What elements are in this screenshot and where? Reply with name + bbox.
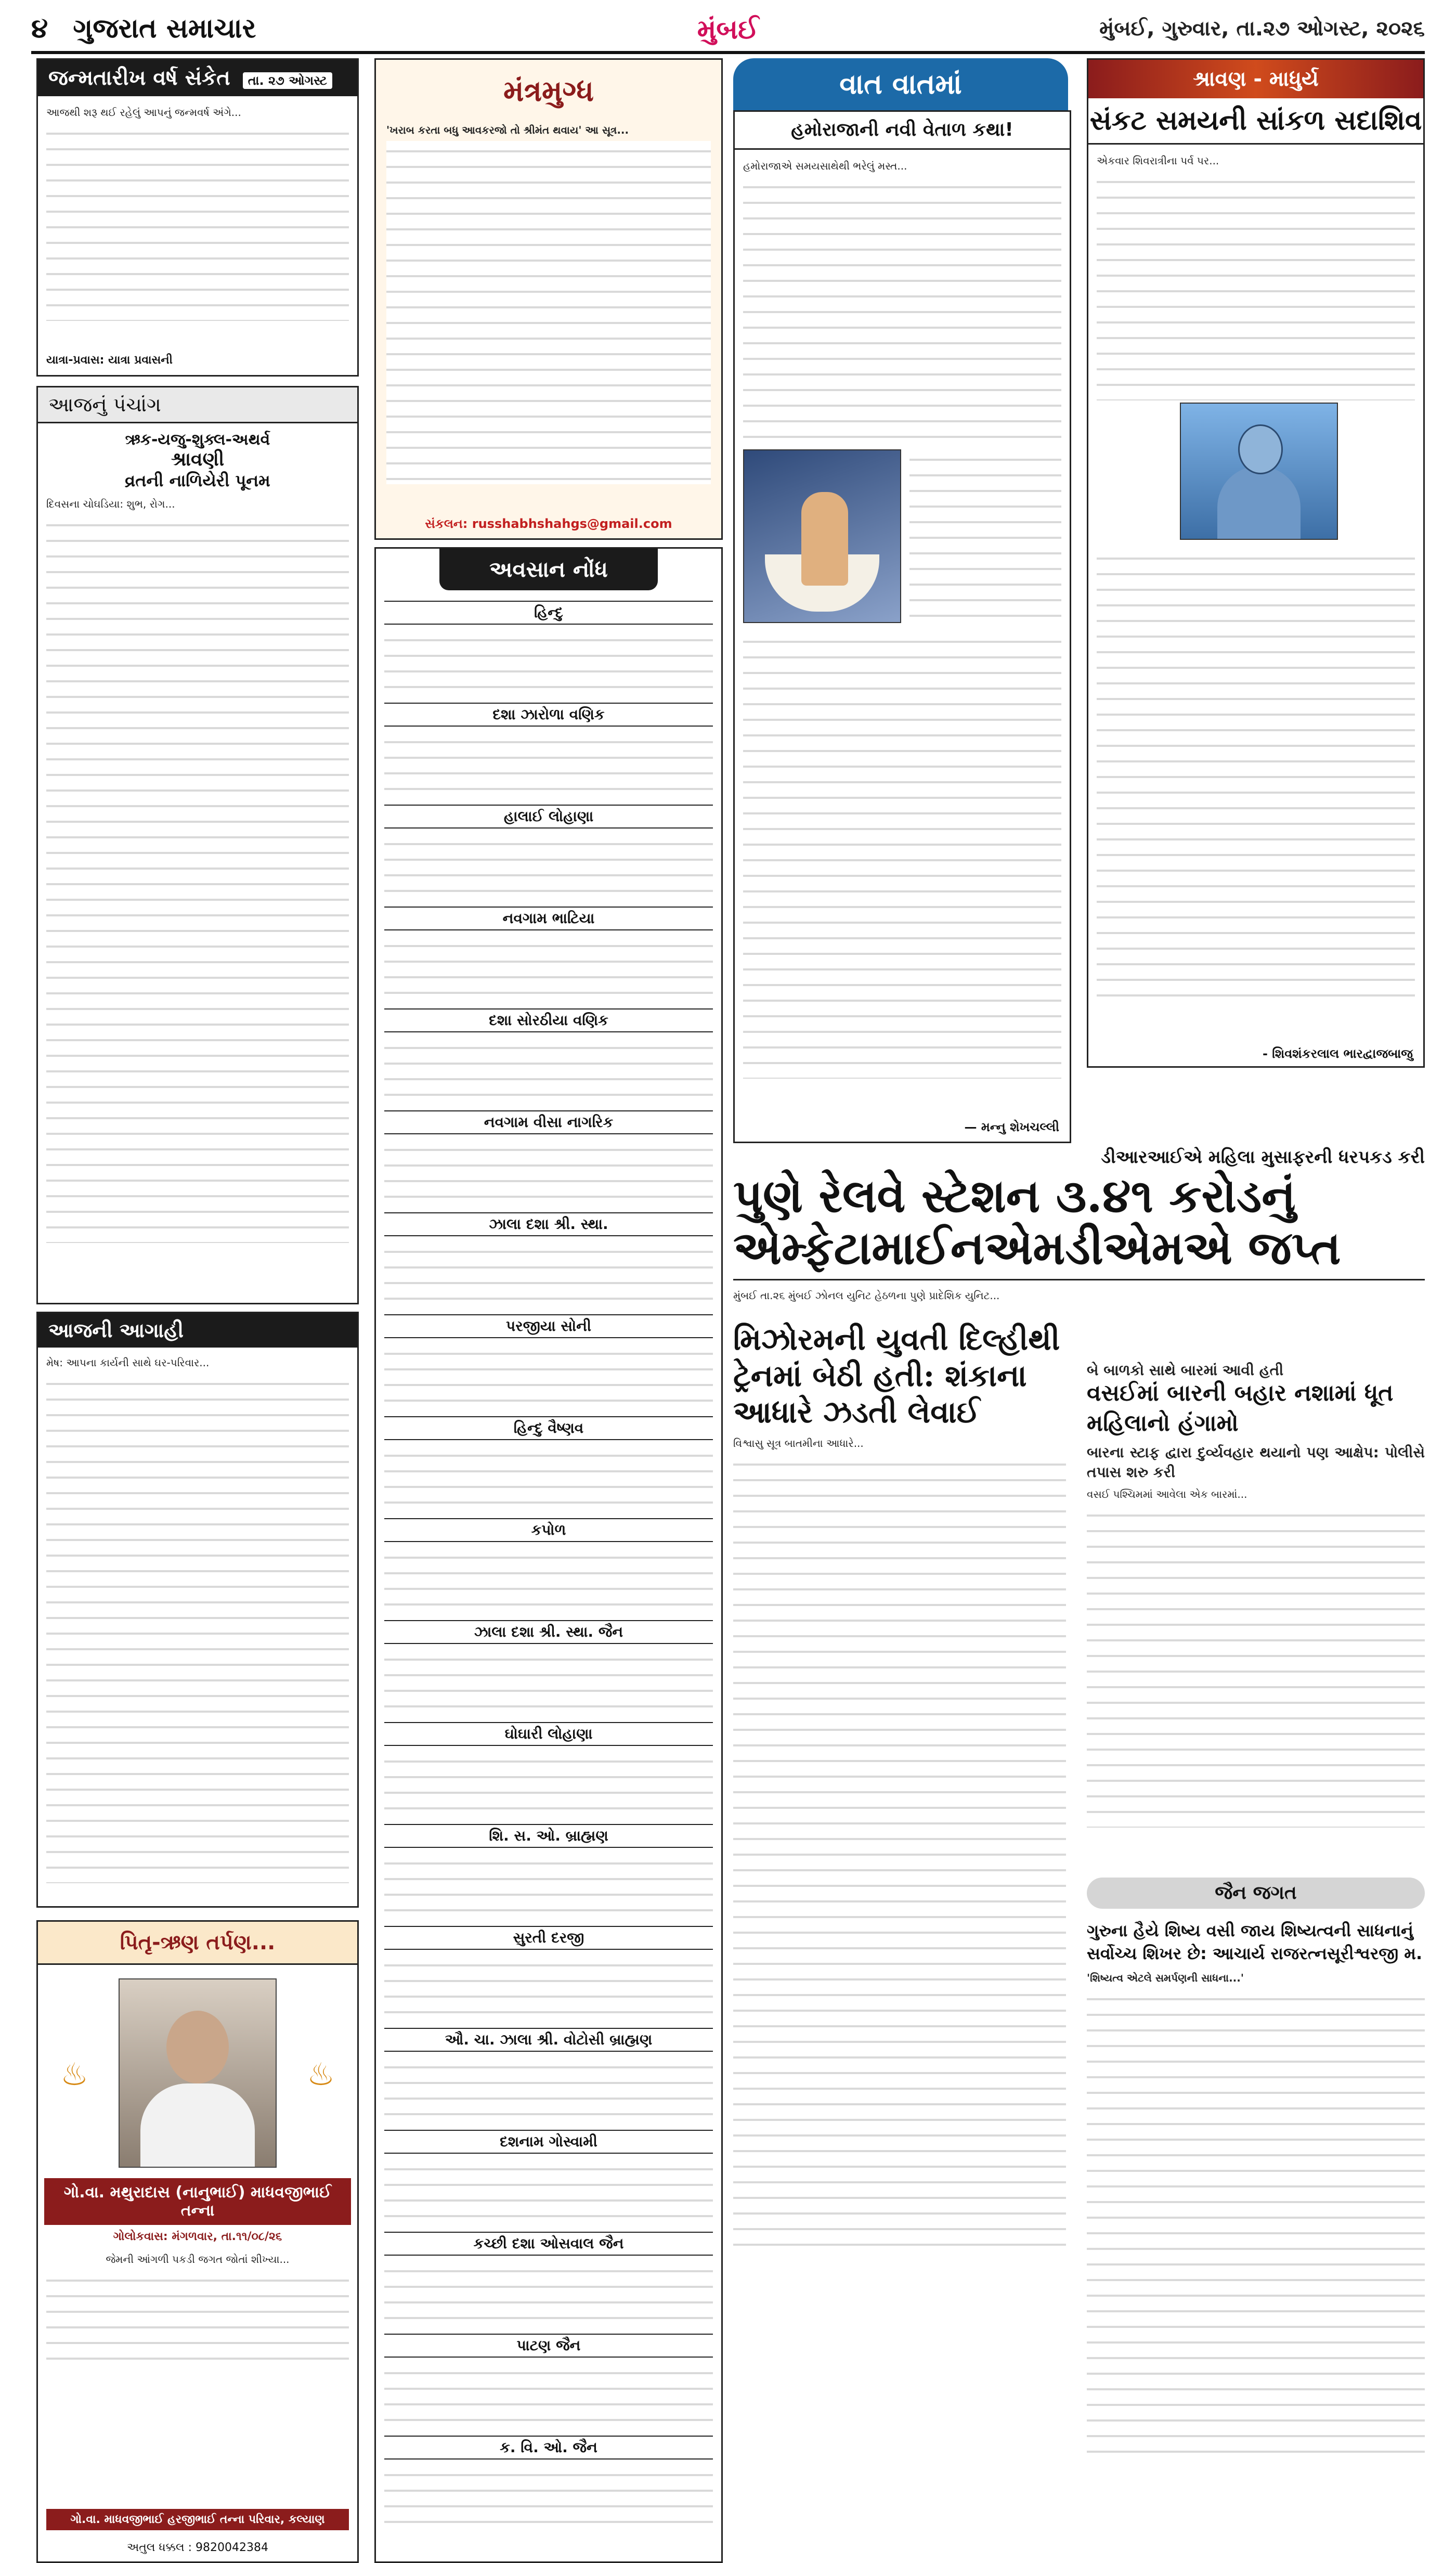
diya-icon-right: ♨ [307, 2056, 335, 2093]
panchang-title: આજનું પંચાંગ [38, 387, 357, 423]
text-lines [384, 936, 713, 998]
obituary-section-heading: હાલાઈ લોહાણા [384, 805, 713, 829]
tribute-photo-row [38, 1978, 357, 2168]
obituary-section [384, 1416, 713, 1508]
obituary-section-heading: પરજીયા સોની [384, 1314, 713, 1338]
vaat-body: હમોરાજાએ સમયસાથેથી ભરેલું મસ્ત... [743, 158, 1061, 1099]
obituary-section-heading: ઝાલા દશા શ્રી. સ્થા. [384, 1212, 713, 1236]
vaat-box [733, 110, 1071, 1143]
obituary-section-heading: પાટણ જૈન [384, 2334, 713, 2358]
obituary-section [384, 1110, 713, 1202]
text-lines [384, 2363, 713, 2425]
text-lines [743, 177, 1061, 447]
mantramugdh-title: મંત્રમુગ્ધ [503, 74, 594, 108]
tribute-title: પિતૃ-ઋણ તર્પણ... [38, 1922, 357, 1965]
travel-note: યાત્રા-પ્રવાસ: યાત્રા પ્રવાસની [46, 354, 173, 367]
obituary-section-heading: દશા ઝારોળા વણિક [384, 703, 713, 727]
vaat-headline: હમોરાજાની નવી વેતાળ કથા! [735, 112, 1070, 150]
predictions-box [36, 1312, 359, 1908]
shravan-byline: - શિવશંકરલાલ ભારદ્વાજબાજુ [1262, 1046, 1413, 1061]
issue-date: મુંબઈ, ગુરુવાર, તા.૨૭ ઓગસ્ટ, ૨૦૨૬ [1099, 17, 1425, 41]
obituary-section [384, 2436, 713, 2527]
text-lines [733, 1454, 1066, 2255]
obituary-section [384, 2130, 713, 2221]
text-lines [909, 449, 1061, 621]
obituary-section [384, 1314, 713, 1406]
obituary-section-heading: ઔ. ચા. ઝાલા શ્રી. વોટોસી બ્રાહ્મણ [384, 2028, 713, 2052]
text-lines [384, 1343, 713, 1406]
obituary-section [384, 1926, 713, 2017]
text-lines [1087, 1989, 1425, 2457]
text-lines [384, 1140, 713, 1202]
text-lines [384, 1445, 713, 1508]
obituary-section-heading: નવગામ ભાટિયા [384, 907, 713, 930]
text-lines [384, 2159, 713, 2221]
text-lines [384, 1853, 713, 1915]
text-lines [1097, 172, 1415, 400]
lead-story-kicker: ડીઆરઆઈએ મહિલા મુસાફરની ધરપકડ કરી [1101, 1147, 1425, 1168]
text-lines [384, 1649, 713, 1712]
tribute-ad [36, 1920, 359, 2563]
obituary-section-heading: કચ્છી દશા ઓસવાલ જૈન [384, 2232, 713, 2256]
vasai-story [1087, 1363, 1425, 1828]
mantramugdh-body: 'ખરાબ કરતા બધુ આવકરજો તો શ્રીમંત થવાય' આ સૂત્ર... [386, 122, 711, 502]
lead-story-headline: પુણે રેલવે સ્ટેશન ૩.૪૧ કરોડનું એમ્ફેટામાઈનએમડીએમએ જપ્ત [733, 1170, 1425, 1280]
panchang-box [36, 386, 359, 1304]
tribute-family: ગો.વા. માધવજીભાઈ હરજીભાઈ તન્ના પરિવાર, કલ્યાણ [46, 2509, 349, 2530]
text-lines [743, 631, 1061, 1079]
obituary-section-heading: ઝાલા દશા શ્રી. સ્થા. જૈન [384, 1620, 713, 1644]
panchang-veda-line: ઋક-યજુ-શુક્લ-અથર્વ [125, 431, 270, 449]
obituary-section [384, 2028, 713, 2119]
masthead [31, 9, 1425, 54]
text-lines [46, 2270, 349, 2364]
mantramugdh-contact: સંકલન: russhabhshahgs@gmail.com [425, 516, 672, 531]
predictions-body: મેષ: આપના કાર્યની સાથે ઘર-પરિવાર... [46, 1355, 349, 1896]
shravan-title: શ્રાવણ - માધુર્ય [1088, 60, 1423, 98]
text-lines [384, 1751, 713, 1814]
portrait-photo [119, 1978, 277, 2168]
second-story-headline: મિઝોરમની યુવતી દિલ્હીથી ટ્રેનમાં બેઠી હતી: શંકાના આધારે ઝડતી લેવાઈ [733, 1322, 1060, 1430]
lead-story [733, 1147, 1425, 1303]
text-lines [384, 1038, 713, 1100]
predictions-title: આજની આગાહી [38, 1313, 357, 1348]
vaat-illustration [743, 449, 901, 623]
obituary-section-heading: સુરતી દરજી [384, 1926, 713, 1950]
birthday-horoscope-text: આજથી શરૂ થઈ રહેલું આપનું જન્મવર્ષ અંગે... [46, 105, 349, 344]
obituary-section-heading: નવગામ વીસા નાગરિક [384, 1110, 713, 1134]
vasai-kicker: બે બાળકો સાથે બારમાં આવી હતી [1087, 1362, 1284, 1379]
obituary-section [384, 1824, 713, 1915]
obituary-section [384, 2232, 713, 2323]
obituary-section [384, 1518, 713, 1610]
section-name: મુંબઈ [697, 14, 759, 45]
panchang-festival: વ્રતની નાળિયેરી પૂનમ [125, 471, 270, 490]
vaat-title: વાત વાતમાં [733, 58, 1068, 110]
obituary-section [384, 2334, 713, 2425]
obituary-sections [376, 601, 721, 2527]
obituary-section-heading: શિ. સ. ઓ. બ્રાહ્મણ [384, 1824, 713, 1848]
text-lines [1097, 548, 1415, 1006]
panchang-month: શ્રાવણી [171, 449, 225, 470]
paper-name: ગુજરાત સમાચાર [73, 12, 256, 44]
vasai-headline: વસઈમાં બારની બહાર નશામાં ધૂત મહિલાનો હંગામો [1087, 1380, 1394, 1436]
diya-icon-left: ♨ [60, 2056, 88, 2093]
text-lines [384, 1955, 713, 2017]
obituary-section [384, 1722, 713, 1814]
column-1 [36, 58, 359, 2554]
obituary-section [384, 1008, 713, 1100]
obituary-section [384, 1620, 713, 1712]
lead-story-intro: મુંબઈ તા.૨૬ મુંબઈ ઝોનલ યુનિટ હેઠળના પુણે પ્રાદેશિક યુનિટ... [733, 1289, 1000, 1302]
second-story-intro: વિશ્વાસુ સૂત્ર બાતમીના આધારે... [733, 1437, 864, 1449]
panchang-body: દિવસના ચોઘડિયા: શુભ, રોગ... [46, 496, 349, 1287]
obituary-section-heading: હિન્દુ [384, 601, 713, 625]
obituary-box [374, 547, 723, 2563]
shravan-body: એકવાર શિવરાત્રીના પર્વ પર... [1097, 153, 1415, 1016]
obituary-section-heading: ઘોઘારી લોહાણા [384, 1722, 713, 1746]
vasai-intro: વસઈ પશ્ચિમમાં આવેલા એક બારમાં... [1087, 1488, 1247, 1500]
text-lines [384, 732, 713, 794]
text-lines [386, 141, 711, 484]
obituary-section-heading: ક. વિ. ઓ. જૈન [384, 2436, 713, 2460]
column-2 [374, 58, 723, 2506]
page-number: ૪ [31, 12, 48, 44]
tribute-body: જેમની આંગળી પકડી જગત જોતાં શીખ્યા... [46, 2251, 349, 2376]
obituary-section-heading: હિન્દુ વૈષ્ણવ [384, 1416, 713, 1440]
birthday-horoscope-title: જન્મતારીખ વર્ષ સંકેત તા. ૨૭ ઓગસ્ટ [38, 60, 357, 96]
obituary-title: અવસાન નોંધ [439, 549, 658, 590]
tribute-date: ગોલોકવાસ: મંગળવાર, તા.૧૧/૦૮/૨૬ [113, 2230, 282, 2243]
text-lines [46, 515, 349, 1243]
obituary-section [384, 805, 713, 896]
vaat-byline: — મન્નુ શેખચલ્લી [964, 1120, 1059, 1134]
text-lines [384, 2465, 713, 2527]
tribute-contact: અતુલ ધક્કલ : 9820042384 [126, 2541, 268, 2554]
obituary-section-heading: દશનામ ગોસ્વામી [384, 2130, 713, 2154]
obituary-section-heading: કપોળ [384, 1518, 713, 1542]
text-lines [384, 2057, 713, 2119]
jain-headline: ગુરુના હૈયે શિષ્ય વસી જાય શિષ્યત્વની સાધનાનું સર્વોચ્ચ શિખર છે: આચાર્ય રાજરત્નસૂરીશ્વરજી મ. [1087, 1921, 1423, 1963]
text-lines [46, 1374, 349, 1883]
jain-intro: 'શિષ્યત્વ એટલે સમર્પણની સાધના...' [1087, 1972, 1244, 1984]
text-lines [1087, 1505, 1425, 1828]
text-lines [384, 630, 713, 692]
vasai-subheadline: બારના સ્ટાફ દ્વારા દુર્વ્યવહાર થયાનો પણ આક્ષેપ: પોલીસે તપાસ શરુ કરી [1087, 1444, 1425, 1481]
shravan-headline: સંકટ સમયની સાંકળ સદાશિવ [1088, 98, 1423, 145]
obituary-section [384, 703, 713, 794]
text-lines [384, 834, 713, 896]
obituary-section [384, 1212, 713, 1304]
obituary-section-heading: દશા સોરઠીયા વણિક [384, 1008, 713, 1032]
shiva-illustration [1180, 403, 1338, 540]
text-lines [384, 1241, 713, 1304]
text-lines [46, 123, 349, 321]
mantramugdh-box [374, 58, 723, 540]
jain-story [1087, 1919, 1425, 2457]
obituary-section [384, 601, 713, 692]
tribute-name: ગો.વા. મથુરાદાસ (નાનુભાઈ) માધવજીભાઈ તન્ના [44, 2178, 351, 2225]
jain-jagat-banner: જૈન જગત [1087, 1878, 1425, 1909]
obituary-section [384, 907, 713, 998]
birthday-horoscope-box [36, 58, 359, 377]
shravan-box [1087, 58, 1425, 1068]
text-lines [384, 2261, 713, 2323]
text-lines [384, 1547, 713, 1610]
date-badge: તા. ૨૭ ઓગસ્ટ [243, 72, 332, 89]
